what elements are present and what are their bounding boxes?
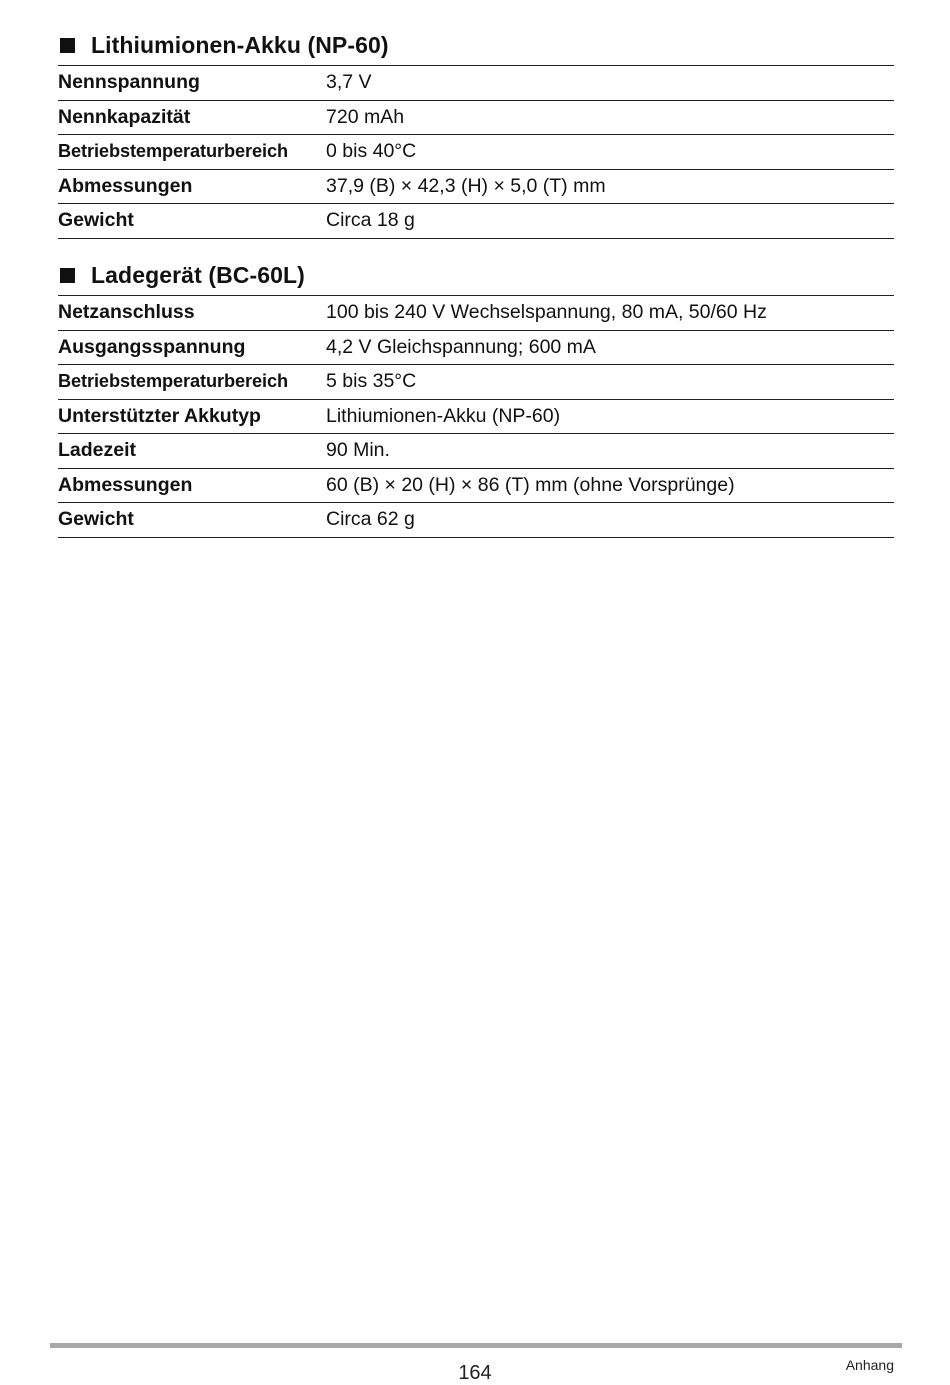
footer-section-label: Anhang — [845, 1357, 894, 1373]
spec-value: 4,2 V Gleichspannung; 600 mA — [326, 335, 596, 358]
spec-row — [58, 66, 894, 101]
spec-value: 720 mAh — [326, 105, 405, 128]
spec-label: Unterstützter Akkutyp — [58, 404, 261, 427]
section-battery — [58, 28, 894, 239]
spec-row — [58, 365, 894, 400]
spec-row — [58, 135, 894, 170]
spec-table — [58, 295, 894, 538]
section-heading — [58, 258, 894, 292]
spec-row — [58, 469, 894, 504]
spec-value: Circa 18 g — [326, 209, 415, 232]
square-bullet-icon — [60, 38, 75, 53]
spec-label: Nennkapazität — [58, 105, 191, 128]
section-title: Lithiumionen-Akku (NP-60) — [91, 31, 389, 58]
spec-label: Abmessungen — [58, 174, 193, 197]
spec-label: Abmessungen — [58, 473, 193, 496]
spec-label: Ladezeit — [58, 439, 137, 462]
spec-row — [58, 204, 894, 239]
spec-label: Ausgangsspannung — [58, 335, 246, 358]
spec-row — [58, 331, 894, 366]
spec-row — [58, 296, 894, 331]
page-number: 164 — [458, 1362, 492, 1384]
spec-row — [58, 170, 894, 205]
section-heading — [58, 28, 894, 62]
spec-row — [58, 101, 894, 136]
spec-value: 60 (B) × 20 (H) × 86 (T) mm (ohne Vorsprünge) — [326, 473, 735, 496]
spec-value: 90 Min. — [326, 439, 390, 462]
spec-label: Gewicht — [58, 209, 134, 232]
square-bullet-icon — [60, 268, 75, 283]
spec-value: 100 bis 240 V Wechselspannung, 80 mA, 50/60 Hz — [326, 301, 767, 324]
section-title: Ladegerät (BC-60L) — [91, 261, 305, 288]
spec-label: Betriebstemperaturbereich — [58, 371, 288, 392]
footer-divider — [50, 1343, 902, 1348]
section-charger — [58, 258, 894, 538]
spec-value: 3,7 V — [326, 71, 372, 94]
spec-label: Betriebstemperaturbereich — [58, 141, 288, 162]
spec-value: 5 bis 35°C — [326, 370, 417, 393]
spec-label: Gewicht — [58, 508, 134, 531]
spec-label: Netzanschluss — [58, 301, 195, 324]
spec-value: Circa 62 g — [326, 508, 415, 531]
spec-label: Nennspannung — [58, 71, 200, 94]
spec-table — [58, 65, 894, 239]
spec-row — [58, 503, 894, 538]
spec-row — [58, 400, 894, 435]
spec-row — [58, 434, 894, 469]
spec-value: 0 bis 40°C — [326, 140, 417, 163]
spec-value: Lithiumionen-Akku (NP-60) — [326, 404, 561, 427]
spec-value: 37,9 (B) × 42,3 (H) × 5,0 (T) mm — [326, 174, 606, 197]
